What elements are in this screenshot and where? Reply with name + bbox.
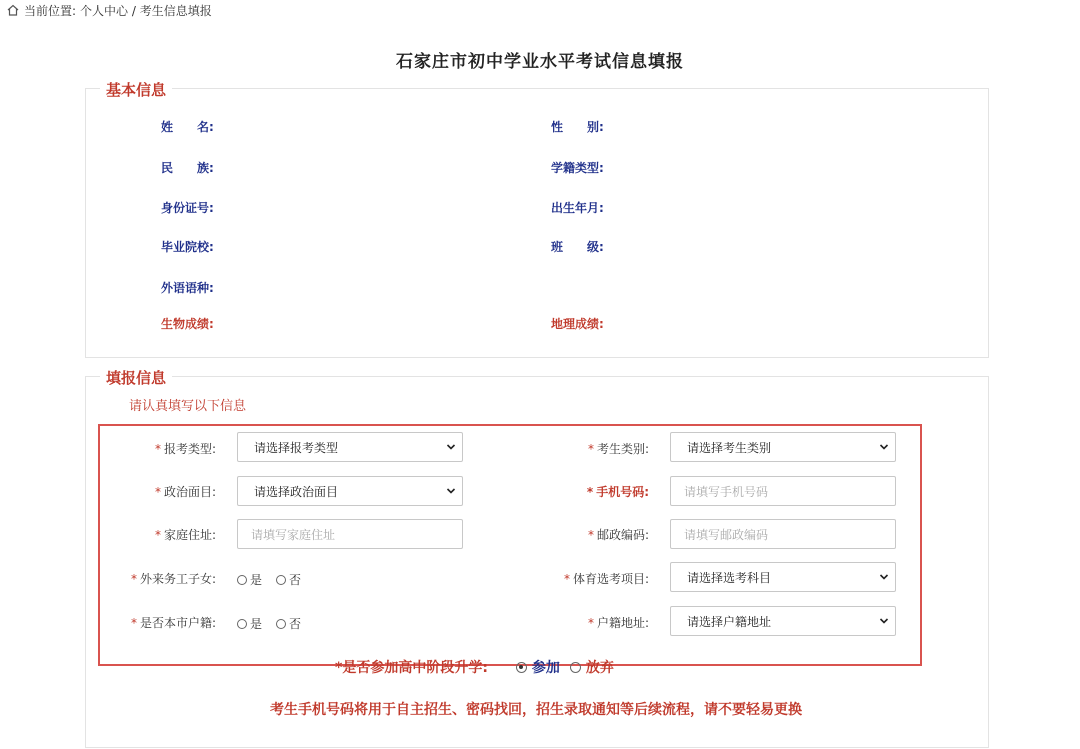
graduate-school-label: 毕业院校:: [161, 240, 214, 254]
advance-join-option[interactable]: 参加: [516, 657, 560, 677]
basic-info-legend: 基本信息: [100, 79, 172, 100]
radio-icon[interactable]: [570, 662, 581, 673]
exam-type-label: * 报考类型:: [154, 442, 216, 456]
biology-score-label: 生物成绩:: [161, 317, 214, 331]
migrant-child-no[interactable]: 否: [276, 571, 301, 588]
advance-question: *是否参加高中阶段升学:: [335, 660, 488, 676]
radio-icon[interactable]: [276, 619, 286, 629]
home-icon: [6, 3, 20, 17]
required-star: *: [586, 485, 594, 499]
local-hukou-yes[interactable]: 是: [237, 615, 262, 632]
enrollment-type-label: 学籍类型:: [551, 161, 604, 175]
chevron-down-icon: [446, 442, 456, 452]
fill-info-legend: 填报信息: [100, 367, 172, 388]
phone-usage-note: 考生手机号码将用于自主招生、密码找回，招生录取通知等后续流程，请不要轻易更换: [270, 702, 802, 718]
migrant-child-yes[interactable]: 是: [237, 571, 262, 588]
breadcrumb: [6, 1, 212, 19]
required-star: *: [154, 485, 161, 499]
required-star: *: [563, 572, 570, 586]
chevron-down-icon: [879, 442, 889, 452]
geography-score-label: 地理成绩:: [551, 317, 604, 331]
postal-code-label: * 邮政编码:: [587, 528, 649, 542]
required-star: *: [587, 616, 594, 630]
class-label: 班 级:: [551, 240, 604, 254]
birth-date-label: 出生年月:: [551, 201, 604, 215]
candidate-category-label: * 考生类别:: [587, 442, 649, 456]
political-status-label: * 政治面目:: [154, 485, 216, 499]
phone-label: * 手机号码:: [586, 485, 649, 499]
required-star: *: [154, 528, 161, 542]
migrant-child-label: * 外来务工子女:: [130, 572, 216, 586]
name-label: 姓 名:: [161, 120, 214, 134]
exam-type-value: 请选择报考类型: [254, 440, 339, 455]
pe-elective-value: 请选择选考科目: [687, 570, 772, 585]
ethnicity-label: 民 族:: [161, 161, 214, 175]
basic-info-section: [85, 81, 989, 358]
candidate-category-value: 请选择考生类别: [687, 440, 772, 455]
id-number-label: 身份证号:: [161, 201, 214, 215]
local-hukou-label: * 是否本市户籍:: [130, 616, 216, 630]
home-address-placeholder: 请填写家庭住址: [251, 527, 336, 542]
chevron-down-icon: [446, 486, 456, 496]
hukou-address-value: 请选择户籍地址: [687, 614, 772, 629]
political-status-value: 请选择政治面目: [254, 484, 339, 499]
hukou-address-select[interactable]: [670, 606, 896, 636]
political-status-select[interactable]: [237, 476, 463, 506]
phone-input[interactable]: [670, 476, 896, 506]
radio-icon[interactable]: [237, 619, 247, 629]
hukou-address-label: * 户籍地址:: [587, 616, 649, 630]
advance-question-row: [335, 657, 624, 677]
postal-code-placeholder: 请填写邮政编码: [684, 527, 769, 542]
candidate-category-select[interactable]: [670, 432, 896, 462]
required-star: *: [154, 442, 161, 456]
advance-giveup-option[interactable]: 放弃: [570, 657, 614, 677]
required-star: *: [587, 528, 594, 542]
required-star: *: [130, 616, 137, 630]
pe-elective-label: * 体育选考项目:: [563, 572, 649, 586]
local-hukou-no[interactable]: 否: [276, 615, 301, 632]
home-address-input[interactable]: [237, 519, 463, 549]
radio-checked-icon[interactable]: [516, 662, 527, 673]
phone-placeholder: 请填写手机号码: [684, 484, 769, 499]
breadcrumb-prefix: 当前位置:: [24, 3, 77, 18]
chevron-down-icon: [879, 616, 889, 626]
fill-notice: 请认真填写以下信息: [129, 399, 247, 414]
postal-code-input[interactable]: [670, 519, 896, 549]
exam-type-select[interactable]: [237, 432, 463, 462]
radio-icon[interactable]: [276, 575, 286, 585]
home-address-label: * 家庭住址:: [154, 528, 216, 542]
page-title: 石家庄市初中学业水平考试信息填报: [396, 52, 684, 72]
gender-label: 性 别:: [551, 120, 604, 134]
migrant-child-radio-group: [237, 571, 315, 588]
required-star: *: [130, 572, 137, 586]
pe-elective-select[interactable]: [670, 562, 896, 592]
local-hukou-radio-group: [237, 615, 315, 632]
required-star: *: [587, 442, 594, 456]
breadcrumb-path: 个人中心 / 考生信息填报: [80, 3, 212, 18]
foreign-language-label: 外语语种:: [161, 281, 214, 295]
radio-icon[interactable]: [237, 575, 247, 585]
chevron-down-icon: [879, 572, 889, 582]
